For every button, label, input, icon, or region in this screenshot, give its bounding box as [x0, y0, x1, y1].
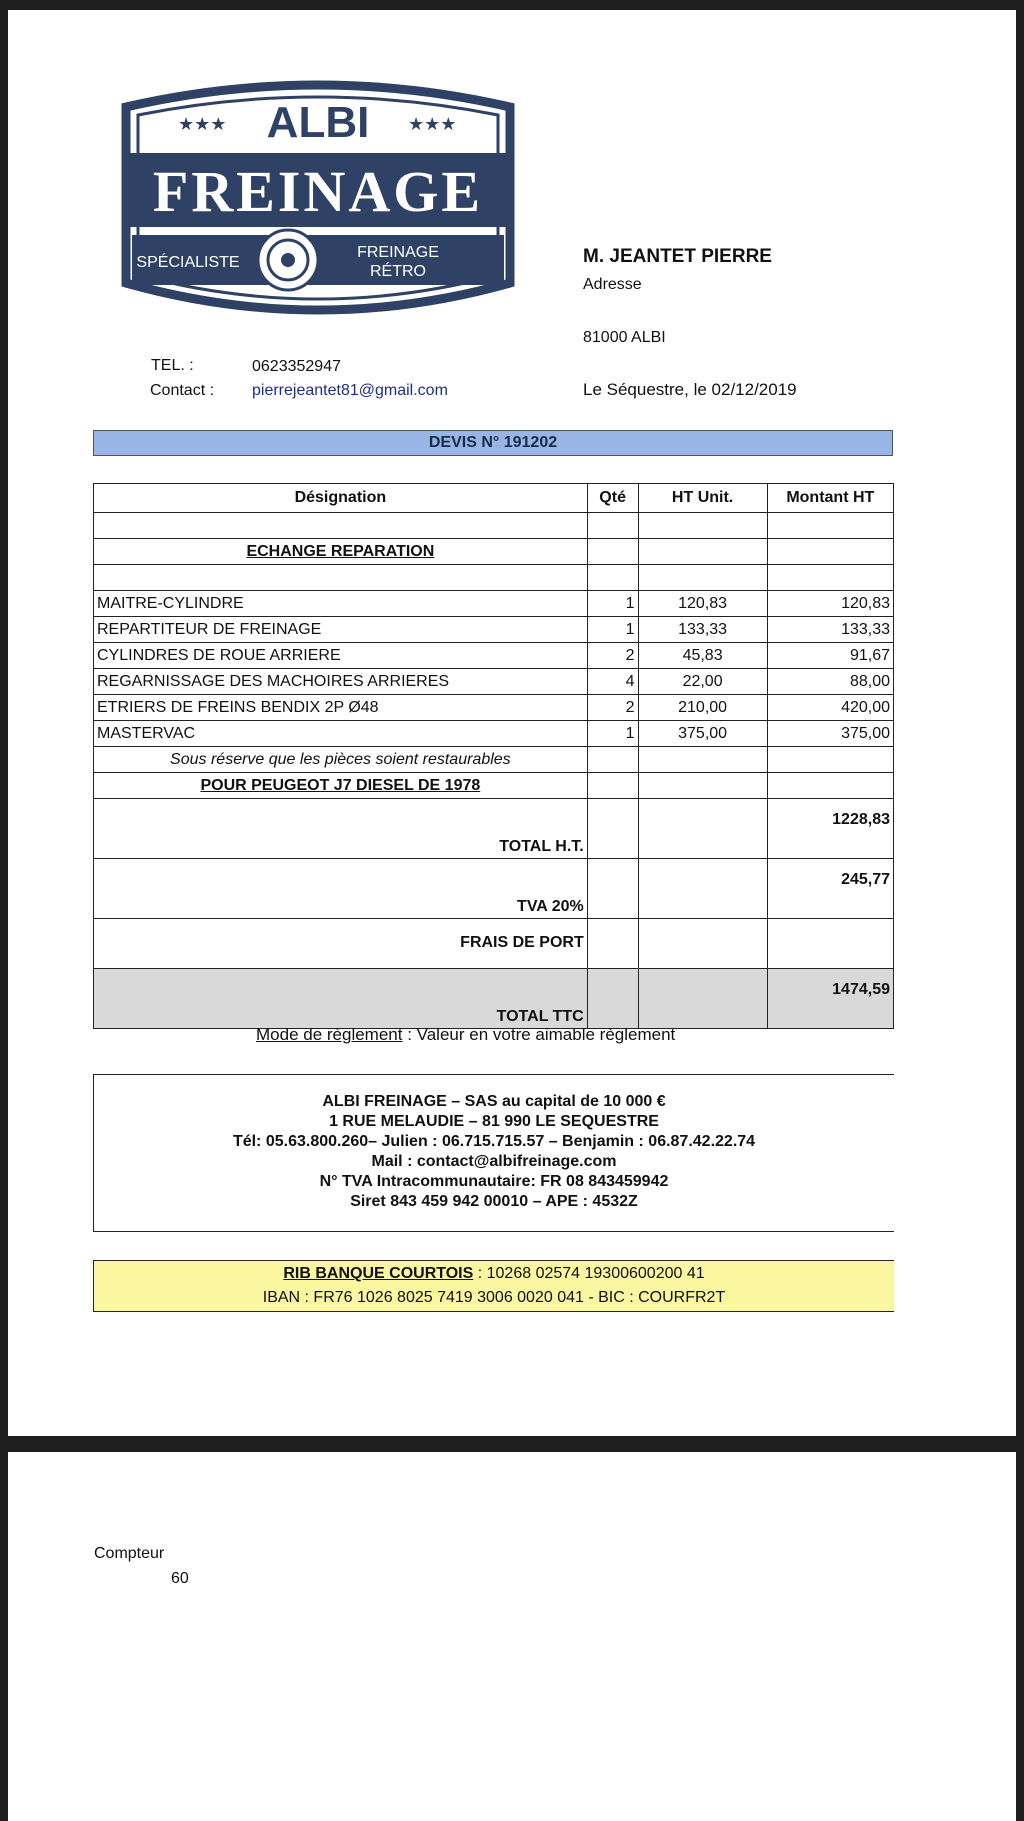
total-ttc-row [94, 969, 894, 1029]
tva-value: 245,77 [767, 859, 893, 919]
item-unit-price: 210,00 [638, 695, 767, 721]
item-qty: 1 [587, 591, 638, 617]
header-designation: Désignation [94, 484, 588, 513]
item-designation: CYLINDRES DE ROUE ARRIERE [94, 643, 588, 669]
quote-number-bar: DEVIS N° 191202 [93, 430, 893, 456]
item-qty: 1 [587, 617, 638, 643]
table-row [94, 565, 894, 591]
rib-value: : 10268 02574 19300600200 41 [473, 1265, 705, 1282]
header-qty: Qté [587, 484, 638, 513]
item-unit-price: 45,83 [638, 643, 767, 669]
item-amount: 375,00 [767, 721, 893, 747]
table-row [94, 539, 894, 565]
svg-text:FREINAGE: FREINAGE [357, 244, 439, 261]
item-amount: 133,33 [767, 617, 893, 643]
quote-page [8, 10, 1016, 1436]
item-unit-price: 22,00 [638, 669, 767, 695]
svg-text:FREINAGE: FREINAGE [152, 159, 484, 224]
table-row [94, 513, 894, 539]
svg-text:★★★: ★★★ [178, 114, 227, 135]
company-line: ALBI FREINAGE – SAS au capital de 10 000 € [322, 1093, 666, 1110]
frais-port-label: FRAIS DE PORT [94, 919, 588, 969]
item-unit-price: 120,83 [638, 591, 767, 617]
table-row [94, 695, 894, 721]
section-title: ECHANGE REPARATION [94, 539, 588, 565]
payment-text: : Valeur en votre aimable règlement [402, 1025, 676, 1044]
restoration-note: Sous réserve que les pièces soient restaurables [94, 747, 588, 773]
company-line: N° TVA Intracommunautaire: FR 08 843459942 [319, 1173, 669, 1190]
client-city: 81000 ALBI [583, 329, 666, 346]
payment-label: Mode de règlement [256, 1025, 403, 1044]
table-row [94, 747, 894, 773]
frais-port-row [94, 919, 894, 969]
item-amount: 120,83 [767, 591, 893, 617]
total-ttc-label: TOTAL TTC [94, 969, 588, 1029]
bank-details-box [93, 1260, 894, 1312]
meter-label: Compteur [94, 1545, 165, 1562]
vehicle-line: POUR PEUGEOT J7 DIESEL DE 1978 [94, 773, 588, 799]
total-ht-value: 1228,83 [767, 799, 893, 859]
quote-table [93, 483, 894, 1029]
item-designation: REGARNISSAGE DES MACHOIRES ARRIERES [94, 669, 588, 695]
svg-text:SPÉCIALISTE: SPÉCIALISTE [136, 254, 240, 271]
item-designation: REPARTITEUR DE FREINAGE [94, 617, 588, 643]
tva-label: TVA 20% [94, 859, 588, 919]
contact-email-link[interactable]: pierrejeantet81@gmail.com [252, 382, 448, 399]
client-address: Adresse [583, 276, 642, 293]
item-designation: MAITRE-CYLINDRE [94, 591, 588, 617]
company-line: Tél: 05.63.800.260– Julien : 06.715.715.57 – Benjamin : 06.87.42.22.74 [232, 1133, 756, 1150]
item-amount: 420,00 [767, 695, 893, 721]
second-page [8, 1452, 1016, 1821]
svg-text:RÉTRO: RÉTRO [370, 263, 426, 280]
table-header-row [94, 484, 894, 513]
table-row [94, 773, 894, 799]
tel-label: TEL. : [151, 357, 194, 374]
svg-text:ALBI: ALBI [266, 98, 370, 147]
client-name: M. JEANTET PIERRE [583, 246, 772, 267]
table-row [94, 669, 894, 695]
item-designation: ETRIERS DE FREINS BENDIX 2P Ø48 [94, 695, 588, 721]
item-qty: 2 [587, 695, 638, 721]
iban-line: IBAN : FR76 1026 8025 7419 3006 0020 041 - BIC : COURFR2T [262, 1289, 726, 1306]
company-line: 1 RUE MELAUDIE – 81 990 LE SEQUESTRE [329, 1113, 659, 1130]
company-info-box [93, 1074, 894, 1232]
company-line: Mail : contact@albifreinage.com [371, 1153, 617, 1170]
contact-label: Contact : [150, 382, 215, 399]
total-ttc-value: 1474,59 [767, 969, 893, 1029]
total-ht-row [94, 799, 894, 859]
item-unit-price: 375,00 [638, 721, 767, 747]
company-line: Siret 843 459 942 00010 – APE : 4532Z [350, 1193, 638, 1210]
item-amount: 88,00 [767, 669, 893, 695]
header-amount: Montant HT [767, 484, 893, 513]
meter-value: 60 [171, 1570, 189, 1587]
tel-value: 0623352947 [252, 358, 341, 375]
item-qty: 2 [587, 643, 638, 669]
item-qty: 1 [587, 721, 638, 747]
table-row [94, 617, 894, 643]
table-row [94, 591, 894, 617]
total-ht-label: TOTAL H.T. [94, 799, 588, 859]
header-unit-price: HT Unit. [638, 484, 767, 513]
albi-freinage-logo [108, 75, 528, 350]
item-unit-price: 133,33 [638, 617, 767, 643]
tva-row [94, 859, 894, 919]
table-row [94, 643, 894, 669]
item-amount: 91,67 [767, 643, 893, 669]
table-row [94, 721, 894, 747]
item-designation: MASTERVAC [94, 721, 588, 747]
rib-label: RIB BANQUE COURTOIS [283, 1265, 474, 1282]
payment-terms [256, 1025, 675, 1045]
svg-text:★★★: ★★★ [408, 114, 457, 135]
item-qty: 4 [587, 669, 638, 695]
quote-date: Le Séquestre, le 02/12/2019 [583, 380, 797, 399]
rib-line [94, 1262, 894, 1286]
